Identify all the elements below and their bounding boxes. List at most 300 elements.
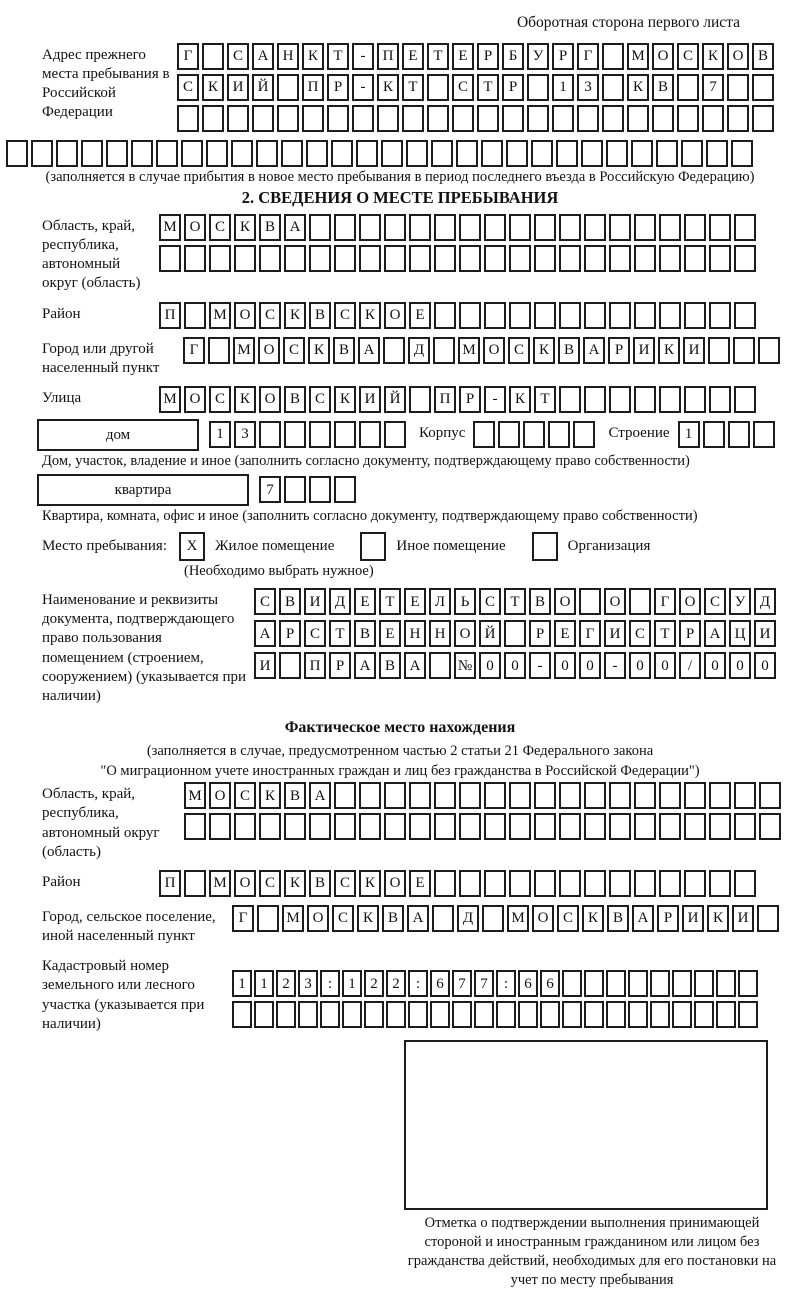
char-cell: Т [477,74,499,101]
char-cell [659,214,681,241]
char-cell [434,870,456,897]
char-cell [384,421,406,448]
char-cell: А [358,337,380,364]
char-cell: Е [404,588,426,615]
char-cell [584,302,606,329]
char-cell: 2 [386,970,406,997]
char-cell: К [284,302,306,329]
char-cell [209,245,231,272]
char-cell [659,386,681,413]
char-cell: И [683,337,705,364]
char-cell [159,245,181,272]
char-cell: И [604,620,626,647]
char-cell: К [707,905,729,932]
char-cell [734,782,756,809]
char-cell [518,1001,538,1028]
char-cell [320,1001,340,1028]
char-cell [434,813,456,840]
char-cell: Т [427,43,449,70]
char-cell: И [682,905,704,932]
char-cell [659,245,681,272]
fact-oblast-row-1 [184,782,784,809]
char-cell [709,214,731,241]
char-cell [409,386,431,413]
char-cell [534,214,556,241]
korpus-label: Корпус [419,424,466,441]
char-cell [184,245,206,272]
fact-raion-row [159,870,759,897]
char-cell: К [308,337,330,364]
char-cell: Й [384,386,406,413]
char-cell [728,421,750,448]
char-cell [534,245,556,272]
gorod-row [183,337,783,364]
char-cell: 0 [504,652,526,679]
char-cell [656,140,678,167]
char-cell [257,905,279,932]
char-cell: Д [457,905,479,932]
char-cell: Ц [729,620,751,647]
char-cell [342,1001,362,1028]
dom-cells [209,419,409,448]
char-cell: М [209,302,231,329]
char-cell: Г [577,43,599,70]
char-cell [484,214,506,241]
char-cell: С [304,620,326,647]
char-cell: Т [379,588,401,615]
char-cell: Г [177,43,199,70]
char-cell [684,302,706,329]
char-cell [650,1001,670,1028]
char-cell [609,870,631,897]
char-cell: О [384,870,406,897]
option-inoe-label: Иное помещение [396,538,506,555]
char-cell: О [554,588,576,615]
char-cell [709,870,731,897]
char-cell: 6 [430,970,450,997]
char-cell [433,337,455,364]
prev-address-block [42,43,796,132]
char-cell: П [159,870,181,897]
char-cell [709,386,731,413]
char-cell [548,421,570,448]
char-cell [629,588,651,615]
char-cell: Н [429,620,451,647]
char-cell: С [629,620,651,647]
mesto-label: Место пребывания: [42,538,167,555]
char-cell: В [382,905,404,932]
char-cell: И [359,386,381,413]
char-cell [527,105,549,132]
char-cell [429,652,451,679]
char-cell: К [234,386,256,413]
char-cell [359,813,381,840]
char-cell: В [284,386,306,413]
char-cell: О [604,588,626,615]
char-cell: Е [409,302,431,329]
fact-note-1: (заполняется в случае, предусмотренном частью 2 статьи 21 Федерального закона [146,743,654,760]
char-cell [634,245,656,272]
char-cell: О [384,302,406,329]
char-cell: 1 [552,74,574,101]
char-cell [231,140,253,167]
char-cell [559,245,581,272]
char-cell [259,813,281,840]
char-cell: 0 [629,652,651,679]
char-cell [738,1001,758,1028]
char-cell: - [484,386,506,413]
char-cell: С [283,337,305,364]
char-cell: С [557,905,579,932]
char-cell [386,1001,406,1028]
char-cell [609,782,631,809]
char-cell: С [334,302,356,329]
document-row-3 [254,652,779,679]
char-cell: С [677,43,699,70]
char-cell: В [309,870,331,897]
char-cell: С [177,74,199,101]
char-cell: В [652,74,674,101]
char-cell: 3 [234,421,256,448]
char-cell [523,421,545,448]
char-cell: 6 [540,970,560,997]
char-cell: И [754,620,776,647]
char-cell: Ь [454,588,476,615]
char-cell [631,140,653,167]
char-cell: И [254,652,276,679]
char-cell: М [282,905,304,932]
char-cell [659,782,681,809]
char-cell: И [304,588,326,615]
char-cell [506,140,528,167]
char-cell [302,105,324,132]
char-cell [474,1001,494,1028]
char-cell [252,105,274,132]
char-cell [31,140,53,167]
char-cell [540,1001,560,1028]
char-cell [276,1001,296,1028]
char-cell [634,386,656,413]
char-cell [727,105,749,132]
char-cell [758,337,780,364]
char-cell [677,105,699,132]
char-cell: К [357,905,379,932]
char-cell [559,214,581,241]
char-cell [359,782,381,809]
char-cell [738,970,758,997]
char-cell [753,421,775,448]
char-cell [434,302,456,329]
char-cell: 7 [474,970,494,997]
char-cell: С [259,870,281,897]
char-cell [256,140,278,167]
char-cell: 0 [579,652,601,679]
char-cell [484,302,506,329]
char-cell: 7 [702,74,724,101]
option-organizatsiya-label: Организация [567,538,651,555]
char-cell [534,302,556,329]
char-cell: К [377,74,399,101]
char-cell [496,1001,516,1028]
char-cell: В [259,214,281,241]
char-cell [327,105,349,132]
char-cell [234,245,256,272]
char-cell [634,214,656,241]
char-cell: С [227,43,249,70]
char-cell [409,214,431,241]
char-cell: К [582,905,604,932]
checkbox-zhiloe: X [179,532,205,561]
char-cell [459,813,481,840]
char-cell [284,421,306,448]
fact-note-2: "О миграционном учете иностранных граждан и лиц без гражданства в Российской Федерации") [100,762,700,779]
char-cell: П [434,386,456,413]
char-cell [284,476,306,503]
char-cell [708,337,730,364]
char-cell [752,74,774,101]
char-cell: Й [479,620,501,647]
char-cell: : [320,970,340,997]
char-cell: : [496,970,516,997]
char-cell [334,782,356,809]
char-cell: В [354,620,376,647]
char-cell [456,140,478,167]
char-cell [684,782,706,809]
char-cell [752,105,774,132]
char-cell [584,386,606,413]
char-cell: К [302,43,324,70]
char-cell [334,813,356,840]
char-cell [259,245,281,272]
char-cell: О [652,43,674,70]
char-cell [352,105,374,132]
char-cell: Д [754,588,776,615]
char-cell [672,1001,692,1028]
char-cell: 1 [678,421,700,448]
char-cell: Р [608,337,630,364]
char-cell: Д [408,337,430,364]
char-cell: Г [654,588,676,615]
char-cell: А [252,43,274,70]
char-cell: Т [654,620,676,647]
char-cell: О [184,214,206,241]
char-cell [281,140,303,167]
checkbox-inoe [360,532,386,561]
char-cell [504,620,526,647]
char-cell: В [607,905,629,932]
char-cell: С [209,386,231,413]
char-cell [694,970,714,997]
char-cell [409,782,431,809]
char-cell: : [408,970,428,997]
fact-title: Фактическое место нахождения [284,719,516,737]
char-cell [434,214,456,241]
char-cell: Н [404,620,426,647]
char-cell: - [352,74,374,101]
char-cell: А [254,620,276,647]
char-cell: С [479,588,501,615]
ulitsa-block [42,386,796,413]
char-cell [408,1001,428,1028]
sheet-side-note: Оборотная сторона первого листа [516,14,740,31]
fact-gorod-block [42,905,796,946]
char-cell [377,105,399,132]
kadastr-row-1 [232,970,760,997]
char-cell [562,1001,582,1028]
char-cell [552,105,574,132]
char-cell [434,782,456,809]
char-cell [334,214,356,241]
char-cell [208,337,230,364]
char-cell: П [377,43,399,70]
char-cell [384,245,406,272]
char-cell [534,782,556,809]
char-cell: Б [502,43,524,70]
ulitsa-row [159,386,759,413]
char-cell: М [184,782,206,809]
char-cell [284,245,306,272]
char-cell [473,421,495,448]
char-cell [156,140,178,167]
char-cell: М [507,905,529,932]
char-cell: Е [554,620,576,647]
kvartira-cells [259,474,359,503]
char-cell: И [633,337,655,364]
char-cell [652,105,674,132]
char-cell: А [284,214,306,241]
char-cell [359,214,381,241]
fact-gorod-row [232,905,782,932]
char-cell: 0 [479,652,501,679]
char-cell [577,105,599,132]
char-cell [672,970,692,997]
char-cell [509,870,531,897]
char-cell [584,782,606,809]
char-cell: 1 [342,970,362,997]
char-cell [364,1001,384,1028]
char-cell: Е [409,870,431,897]
char-cell: Е [354,588,376,615]
char-cell: С [334,870,356,897]
stroenie-cells [678,419,778,448]
char-cell [531,140,553,167]
char-cell [482,905,504,932]
char-cell: Т [327,43,349,70]
char-cell [277,105,299,132]
char-cell: Р [552,43,574,70]
char-cell [584,970,604,997]
char-cell [509,245,531,272]
oblast-label: Область, край, республика, автономный округ (область) [42,217,141,292]
kvartira-box: квартира [37,474,249,506]
char-cell: Г [183,337,205,364]
char-cell: О [483,337,505,364]
char-cell: П [302,74,324,101]
char-cell: 1 [209,421,231,448]
char-cell [334,421,356,448]
char-cell [381,140,403,167]
char-cell [431,140,453,167]
char-cell [384,782,406,809]
char-cell [202,105,224,132]
char-cell: / [679,652,701,679]
char-cell: О [727,43,749,70]
char-cell: А [632,905,654,932]
dom-note: Дом, участок, владение и иное (заполнить согласно документу, подтверждающему право собственности) [42,452,690,469]
char-cell: Д [329,588,351,615]
char-cell: О [209,782,231,809]
char-cell [534,813,556,840]
oblast-row-2 [159,245,759,272]
char-cell: П [159,302,181,329]
char-cell: С [309,386,331,413]
char-cell: А [407,905,429,932]
char-cell [459,302,481,329]
char-cell: А [309,782,331,809]
char-cell [581,140,603,167]
dom-row [37,419,796,451]
char-cell: 3 [577,74,599,101]
dom-box: дом [37,419,199,451]
char-cell: К [334,386,356,413]
mesto-note: (Необходимо выбрать нужное) [184,562,374,579]
char-cell [384,813,406,840]
char-cell [383,337,405,364]
char-cell: С [259,302,281,329]
char-cell [579,588,601,615]
char-cell [602,105,624,132]
char-cell [232,1001,252,1028]
char-cell: К [259,782,281,809]
char-cell [477,105,499,132]
char-cell [562,970,582,997]
char-cell: К [234,214,256,241]
char-cell [427,105,449,132]
char-cell: Е [379,620,401,647]
char-cell [359,245,381,272]
prev-address-label: Адрес прежнего места пребывания в Российской Федерации [42,46,170,121]
char-cell [606,970,626,997]
char-cell [602,43,624,70]
char-cell [234,813,256,840]
char-cell: С [332,905,354,932]
char-cell: М [627,43,649,70]
char-cell: Й [252,74,274,101]
kvartira-note: Квартира, комната, офис и иное (заполнить согласно документу, подтверждающему право собственности) [42,508,698,525]
char-cell: К [509,386,531,413]
char-cell [681,140,703,167]
char-cell [650,970,670,997]
char-cell [177,105,199,132]
char-cell [434,245,456,272]
char-cell [609,813,631,840]
char-cell [509,302,531,329]
char-cell: Е [402,43,424,70]
fact-raion-label: Район [42,873,81,890]
char-cell: Н [277,43,299,70]
char-cell: 2 [364,970,384,997]
document-row-1 [254,588,779,615]
char-cell [709,302,731,329]
prev-address-row-1 [177,43,777,70]
char-cell: 3 [298,970,318,997]
fact-gorod-label: Город, сельское поселение, иной населенный пункт [42,908,216,945]
char-cell: Р [502,74,524,101]
char-cell [734,302,756,329]
char-cell: О [532,905,554,932]
char-cell: № [454,652,476,679]
char-cell: В [529,588,551,615]
